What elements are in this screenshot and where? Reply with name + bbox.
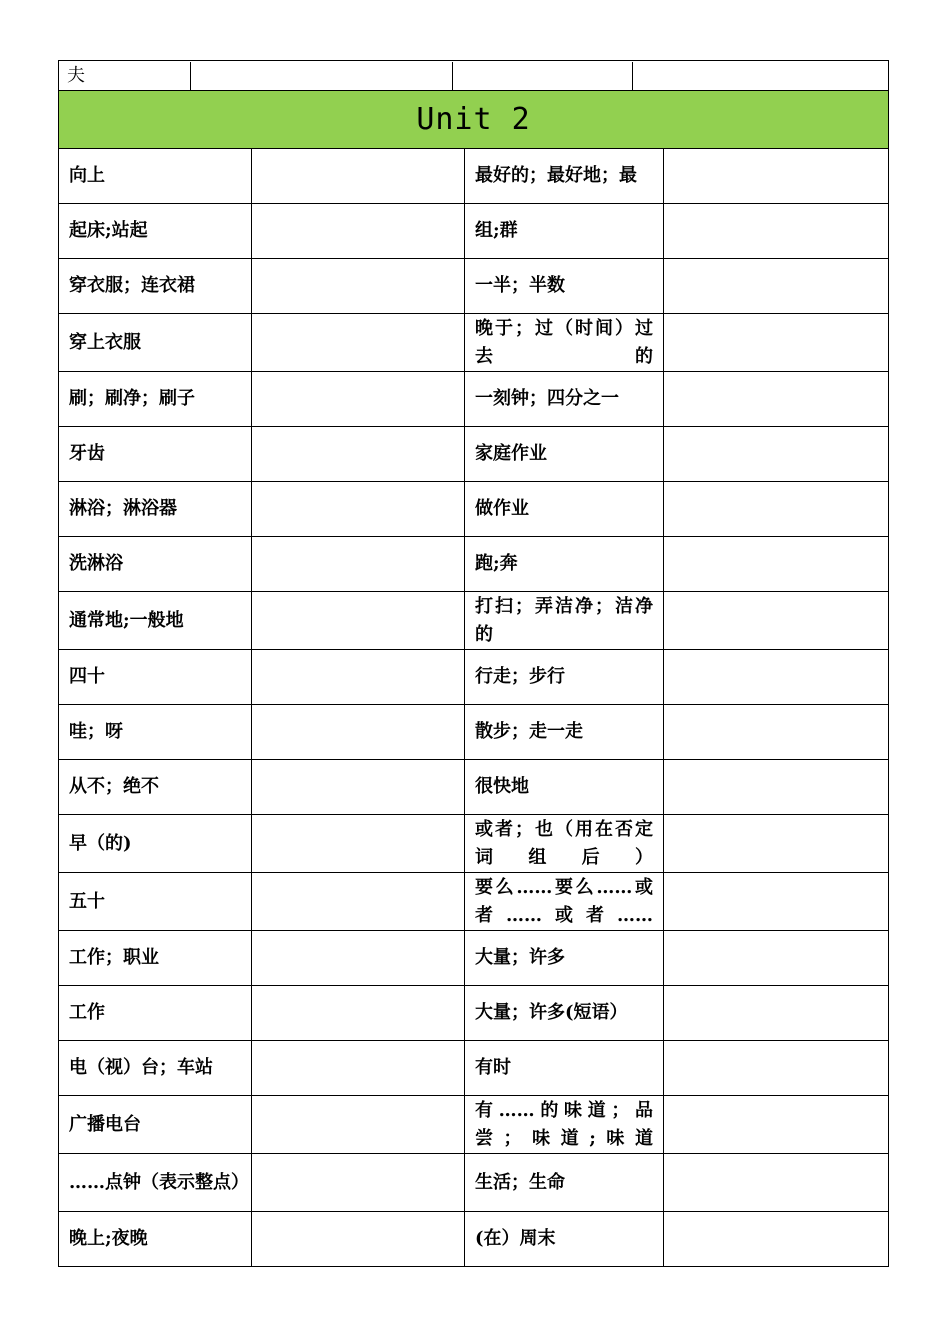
chinese-meaning-left: 广播电台	[59, 1096, 252, 1154]
chinese-meaning-right: 很快地	[465, 760, 664, 815]
unit-title: Unit 2	[59, 91, 889, 149]
chinese-meaning-left: 通常地;一般地	[59, 592, 252, 650]
answer-blank-left[interactable]	[252, 1041, 465, 1096]
chinese-meaning-left: 向上	[59, 149, 252, 204]
answer-blank-right[interactable]	[664, 149, 889, 204]
answer-blank-right[interactable]	[664, 650, 889, 705]
answer-blank-left[interactable]	[252, 1096, 465, 1154]
answer-blank-right[interactable]	[664, 760, 889, 815]
chinese-meaning-left: 电（视）台；车站	[59, 1041, 252, 1096]
chinese-meaning-left: 工作；职业	[59, 931, 252, 986]
answer-blank-left[interactable]	[252, 537, 465, 592]
table-row	[59, 592, 889, 650]
chinese-meaning-right: 一半；半数	[465, 259, 664, 314]
table-row	[59, 1096, 889, 1154]
table-row	[59, 204, 889, 259]
chinese-meaning-left: 工作	[59, 986, 252, 1041]
answer-blank-left[interactable]	[252, 149, 465, 204]
answer-blank-left[interactable]	[252, 1212, 465, 1267]
vocabulary-sheet	[58, 60, 888, 1267]
chinese-meaning-right: (在）周末	[465, 1212, 664, 1267]
unit-banner-row	[59, 91, 889, 149]
table-row	[59, 1041, 889, 1096]
chinese-meaning-left: 哇；呀	[59, 705, 252, 760]
chinese-meaning-right: 有……的味道；品尝；味道;味道	[465, 1096, 664, 1154]
table-row	[59, 705, 889, 760]
answer-blank-left[interactable]	[252, 204, 465, 259]
previous-word-cell: 夫	[59, 62, 190, 90]
chinese-meaning-left: 穿上衣服	[59, 314, 252, 372]
chinese-meaning-right: 跑;奔	[465, 537, 664, 592]
chinese-meaning-right: 家庭作业	[465, 427, 664, 482]
chinese-meaning-right: 做作业	[465, 482, 664, 537]
answer-blank-left[interactable]	[252, 427, 465, 482]
answer-blank-left[interactable]	[252, 650, 465, 705]
answer-blank-left[interactable]	[252, 592, 465, 650]
answer-blank-right[interactable]	[664, 372, 889, 427]
chinese-meaning-right: 最好的；最好地；最	[465, 149, 664, 204]
chinese-meaning-left: 从不；绝不	[59, 760, 252, 815]
answer-blank-right[interactable]	[664, 592, 889, 650]
chinese-meaning-right: 散步；走一走	[465, 705, 664, 760]
previous-answer-cell-2[interactable]	[632, 62, 887, 90]
chinese-meaning-right: 有时	[465, 1041, 664, 1096]
answer-blank-left[interactable]	[252, 372, 465, 427]
chinese-meaning-left: 淋浴；淋浴器	[59, 482, 252, 537]
table-row	[59, 372, 889, 427]
chinese-meaning-left: 刷；刷净；刷子	[59, 372, 252, 427]
previous-word-cell-2	[452, 62, 632, 90]
chinese-meaning-right: 大量；许多(短语）	[465, 986, 664, 1041]
table-row	[59, 314, 889, 372]
answer-blank-left[interactable]	[252, 705, 465, 760]
answer-blank-right[interactable]	[664, 986, 889, 1041]
previous-unit-row	[59, 61, 889, 91]
chinese-meaning-right: 行走；步行	[465, 650, 664, 705]
table-row	[59, 873, 889, 931]
answer-blank-right[interactable]	[664, 815, 889, 873]
answer-blank-right[interactable]	[664, 873, 889, 931]
vocabulary-table	[58, 60, 889, 1267]
answer-blank-right[interactable]	[664, 537, 889, 592]
chinese-meaning-right: 生活；生命	[465, 1154, 664, 1212]
answer-blank-right[interactable]	[664, 1154, 889, 1212]
answer-blank-right[interactable]	[664, 482, 889, 537]
answer-blank-right[interactable]	[664, 259, 889, 314]
table-row	[59, 760, 889, 815]
answer-blank-left[interactable]	[252, 314, 465, 372]
chinese-meaning-left: 洗淋浴	[59, 537, 252, 592]
answer-blank-right[interactable]	[664, 204, 889, 259]
answer-blank-right[interactable]	[664, 427, 889, 482]
answer-blank-left[interactable]	[252, 482, 465, 537]
answer-blank-left[interactable]	[252, 259, 465, 314]
answer-blank-left[interactable]	[252, 815, 465, 873]
table-row	[59, 259, 889, 314]
table-row	[59, 986, 889, 1041]
previous-answer-cell[interactable]	[190, 62, 452, 90]
answer-blank-left[interactable]	[252, 1154, 465, 1212]
chinese-meaning-right: 或者；也（用在否定词组后）	[465, 815, 664, 873]
chinese-meaning-left: 四十	[59, 650, 252, 705]
chinese-meaning-right: 一刻钟；四分之一	[465, 372, 664, 427]
chinese-meaning-right: 大量；许多	[465, 931, 664, 986]
table-row	[59, 537, 889, 592]
answer-blank-right[interactable]	[664, 1212, 889, 1267]
answer-blank-right[interactable]	[664, 314, 889, 372]
answer-blank-right[interactable]	[664, 931, 889, 986]
answer-blank-left[interactable]	[252, 931, 465, 986]
chinese-meaning-right: 组;群	[465, 204, 664, 259]
chinese-meaning-left: 牙齿	[59, 427, 252, 482]
chinese-meaning-right: 晚于；过（时间）过去的	[465, 314, 664, 372]
table-row	[59, 931, 889, 986]
chinese-meaning-left: 晚上;夜晚	[59, 1212, 252, 1267]
answer-blank-left[interactable]	[252, 873, 465, 931]
answer-blank-right[interactable]	[664, 705, 889, 760]
table-row	[59, 149, 889, 204]
answer-blank-right[interactable]	[664, 1041, 889, 1096]
answer-blank-left[interactable]	[252, 986, 465, 1041]
chinese-meaning-left: 穿衣服；连衣裙	[59, 259, 252, 314]
table-row	[59, 482, 889, 537]
chinese-meaning-left: ……点钟（表示整点）	[59, 1154, 252, 1212]
table-row	[59, 1154, 889, 1212]
chinese-meaning-right: 要么……要么……或者……或者……	[465, 873, 664, 931]
chinese-meaning-left: 五十	[59, 873, 252, 931]
answer-blank-left[interactable]	[252, 760, 465, 815]
table-row	[59, 1212, 889, 1267]
table-row	[59, 650, 889, 705]
chinese-meaning-left: 起床;站起	[59, 204, 252, 259]
chinese-meaning-right: 打扫；弄洁净；洁净的	[465, 592, 664, 650]
table-row	[59, 815, 889, 873]
table-row	[59, 427, 889, 482]
answer-blank-right[interactable]	[664, 1096, 889, 1154]
chinese-meaning-left: 早（的)	[59, 815, 252, 873]
